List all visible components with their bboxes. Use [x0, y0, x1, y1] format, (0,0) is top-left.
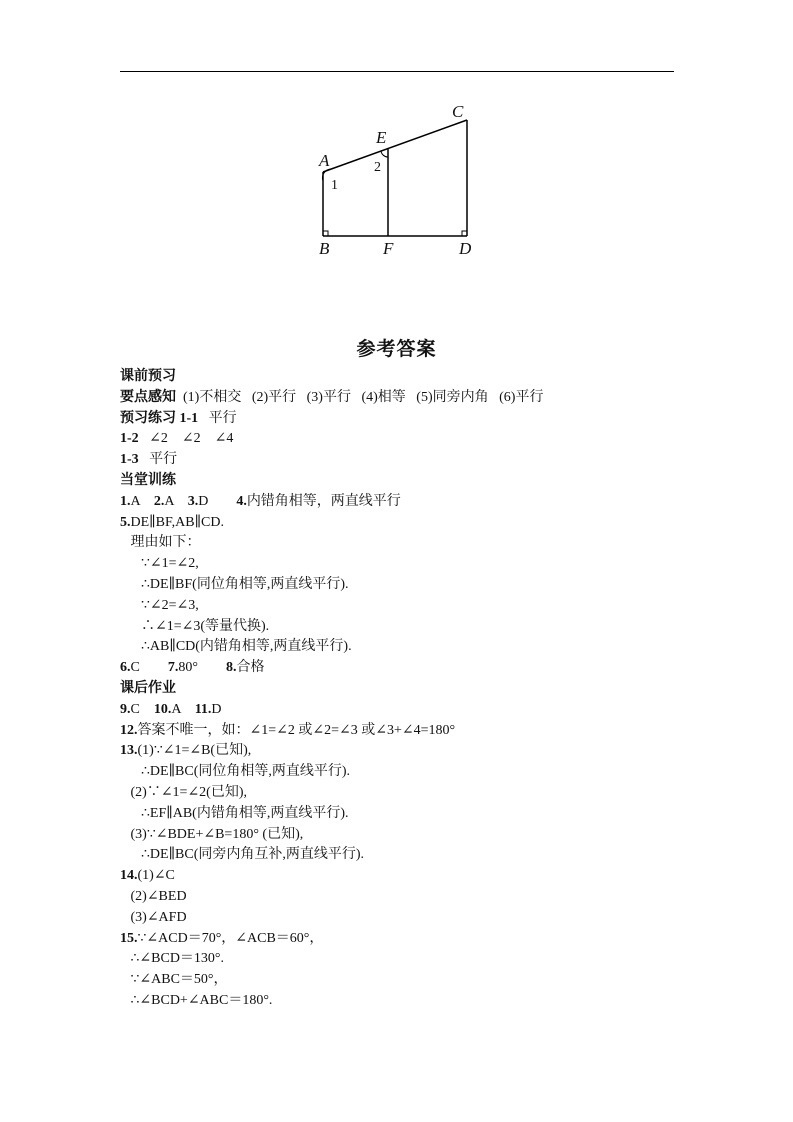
answer-line — [120, 784, 247, 802]
answer-text: ∴DE∥BC(同位角相等,两直线平行). — [120, 764, 351, 780]
segment-ac — [323, 120, 467, 172]
answer-line — [120, 555, 199, 573]
answer-text: 内错角相等，两直线平行 — [246, 493, 401, 509]
answer-text: 平行 — [138, 452, 178, 468]
answer-text: A — [130, 493, 154, 509]
label-c: C — [452, 102, 464, 121]
answer-line — [120, 618, 269, 636]
answer-heading: 11. — [194, 701, 212, 717]
answer-text: 合格 — [236, 660, 265, 676]
answer-heading: 课后作业 — [120, 681, 176, 696]
answer-text: (1)不相交 (2)平行 (3)平行 (4)相等 (5)同旁内角 (6)平行 — [176, 389, 544, 405]
answer-line — [120, 742, 251, 760]
answer-text: ∴∠BCD＝130°. — [120, 951, 225, 967]
answer-heading: 10. — [153, 701, 172, 717]
answer-text: (2)∠BED — [120, 889, 187, 904]
answer-text: C — [130, 701, 154, 717]
answer-text: (3)∠AFD — [120, 909, 187, 925]
answer-text: 80° — [178, 660, 226, 676]
answer-heading: 预习练习 1-1 — [120, 410, 199, 426]
answer-line — [120, 576, 348, 594]
answer-heading: 5. — [120, 514, 131, 530]
answer-line — [120, 680, 176, 698]
answer-line — [120, 514, 224, 532]
page-title: 参考答案 — [356, 339, 437, 360]
answer-heading: 12. — [120, 722, 138, 738]
answer-text: (2)∵∠1=∠2(已知), — [120, 785, 248, 800]
label-d: D — [459, 239, 472, 258]
answer-line — [120, 971, 228, 989]
answer-line — [120, 930, 323, 948]
answer-line — [120, 472, 176, 490]
answer-line — [120, 597, 199, 615]
answer-heading: 当堂训练 — [120, 473, 176, 488]
answer-text: (3)∵∠BDE+∠B=180° (已知), — [120, 826, 304, 842]
answer-heading: 1-2 — [120, 431, 139, 447]
answer-text: ∵∠2=∠3, — [120, 597, 199, 613]
answer-text: 理由如下： — [120, 535, 201, 551]
answer-text: (1)∵∠1=∠B(已知), — [137, 743, 252, 759]
answer-text: D — [198, 493, 237, 509]
label-e: E — [376, 128, 387, 147]
answer-text: A — [164, 493, 188, 509]
answer-line — [120, 389, 543, 407]
answer-text: ∴∠BCD+∠ABC＝180°. — [120, 993, 273, 1008]
answer-line — [120, 368, 176, 386]
answer-text: ∠2 ∠2 ∠4 — [138, 431, 234, 447]
answer-text: D — [211, 701, 222, 717]
angle-label-2: 2 — [374, 160, 381, 175]
label-b: B — [319, 239, 330, 258]
answer-line — [120, 451, 177, 469]
answer-heading: 9. — [120, 701, 131, 717]
answer-heading: 6. — [120, 660, 131, 676]
answer-heading: 要点感知 — [120, 389, 176, 405]
answer-line — [120, 493, 401, 511]
answer-line — [120, 826, 303, 844]
answer-line — [120, 701, 222, 719]
answer-heading: 3. — [187, 493, 199, 509]
answer-text: ∴∠1=∠3(等量代换). — [120, 618, 270, 634]
answer-text: ∴DE∥BC(同旁内角互补,两直线平行). — [120, 847, 365, 863]
answer-heading: 8. — [225, 660, 237, 676]
answer-line — [120, 909, 187, 927]
answer-line — [120, 867, 175, 885]
answer-line — [120, 763, 350, 781]
answer-heading: 4. — [236, 493, 247, 509]
answer-text: ∵∠ABC＝50°， — [120, 972, 228, 988]
answer-text: 答案不唯一，如：∠1=∠2 或∠2=∠3 或∠3+∠4=180° — [137, 722, 456, 738]
answer-text: ∴DE∥BF(同位角相等,两直线平行). — [120, 577, 349, 592]
answer-text: A — [171, 701, 195, 717]
label-f: F — [383, 239, 394, 258]
answer-heading: 课前预习 — [120, 369, 176, 384]
answer-text: ∴EF∥AB(内错角相等,两直线平行). — [120, 805, 349, 821]
answer-line — [120, 888, 187, 906]
answer-line — [120, 805, 348, 823]
angle-label-1: 1 — [331, 178, 338, 193]
answer-line — [120, 410, 237, 428]
answer-text: ∵∠1=∠2, — [120, 556, 199, 572]
angle-arc-2 — [381, 151, 388, 157]
header-rule — [120, 71, 674, 72]
answer-text: C — [130, 660, 168, 676]
answer-heading: 2. — [153, 493, 165, 509]
angle-arc-1 — [322, 169, 331, 181]
answer-text: 平行 — [198, 410, 237, 426]
answer-heading: 1. — [120, 493, 131, 509]
answer-text: ∵∠ACD＝70°，∠ACB＝60°， — [137, 930, 324, 946]
answer-heading: 14. — [120, 868, 138, 884]
answer-line — [120, 846, 364, 864]
answer-line — [120, 638, 352, 656]
answer-line — [120, 534, 201, 552]
answer-heading: 13. — [120, 743, 138, 759]
answer-heading: 1-3 — [120, 452, 139, 468]
answer-heading: 15. — [120, 930, 138, 946]
answer-heading: 7. — [167, 660, 179, 676]
geometry-figure — [300, 95, 500, 265]
answer-text: ∴AB∥CD(内错角相等,两直线平行). — [120, 639, 352, 655]
answer-line — [120, 992, 272, 1010]
answer-line — [120, 950, 224, 968]
label-a: A — [319, 151, 330, 170]
answer-text: DE∥BF,AB∥CD. — [130, 514, 224, 530]
answer-text: (1)∠C — [137, 868, 175, 884]
answer-line — [120, 722, 455, 740]
answer-line — [120, 430, 233, 448]
answer-line — [120, 659, 264, 677]
